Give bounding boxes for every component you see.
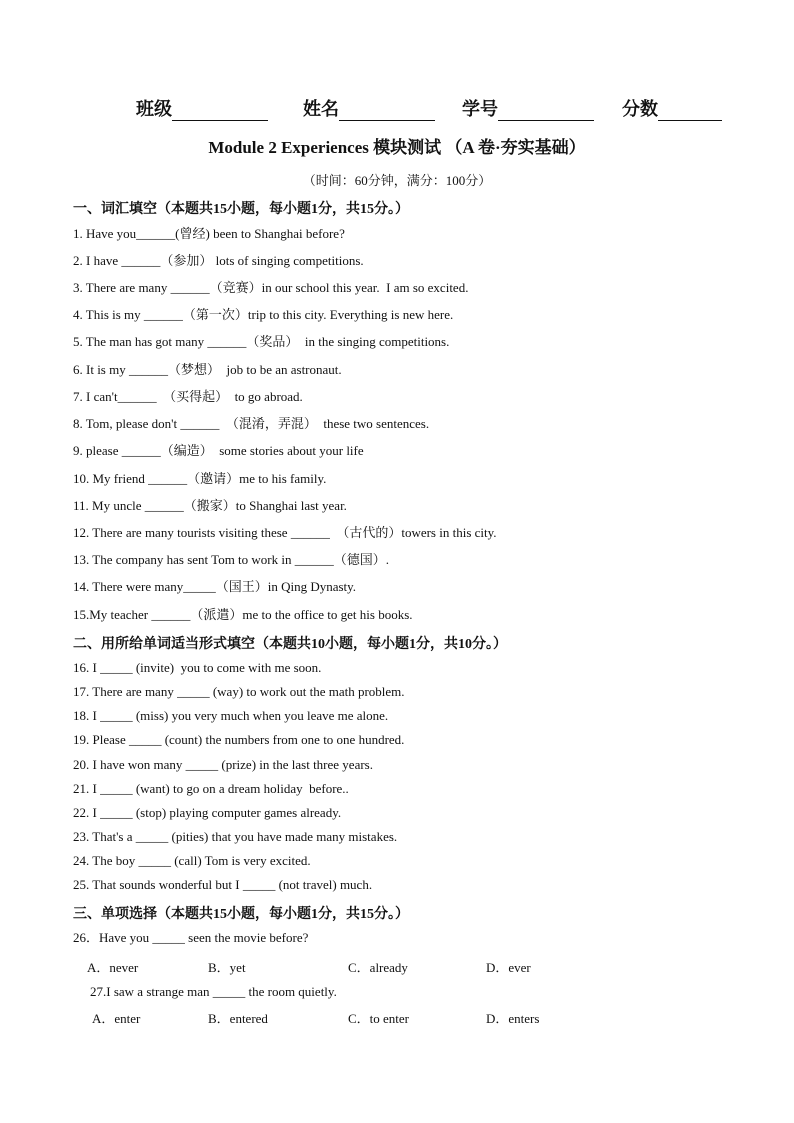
name-field: [303, 95, 435, 121]
choice-option-d: D．enters: [486, 1011, 540, 1026]
choice-option-d: D．ever: [486, 960, 531, 975]
student-number-field: [462, 95, 594, 121]
question-item: 16. I _____ (invite) you to come with me soon.: [73, 660, 322, 675]
question-item: 9. please ______（编造） some stories about your life: [73, 443, 364, 458]
question-item: 13. The company has sent Tom to work in ______（德国）.: [73, 552, 389, 567]
choice-option-b: B．yet: [208, 960, 246, 975]
class-label: 班级: [136, 99, 172, 119]
score-field: [622, 95, 722, 121]
question-item: 1. Have you______(曾经) been to Shanghai before?: [73, 226, 345, 241]
name-blank[interactable]: [339, 101, 435, 121]
question-item: 7. I can't______ （买得起） to go abroad.: [73, 389, 303, 404]
question-item: 24. The boy _____ (call) Tom is very excited.: [73, 853, 311, 868]
section-heading-word-forms: 二、用所给单词适当形式填空（本题共10小题，每小题1分，共10分。）: [73, 637, 507, 652]
question-item: 6. It is my ______（梦想） job to be an astronaut.: [73, 362, 342, 377]
class-field: [136, 95, 268, 121]
choice-option-a: A．never: [87, 960, 139, 975]
question-item: 15.My teacher ______（派遣）me to the office to get his books.: [73, 607, 413, 622]
section-heading-vocabulary: 一、词汇填空（本题共15小题，每小题1分，共15分。）: [73, 202, 409, 217]
question-item: 18. I _____ (miss) you very much when you leave me alone.: [73, 708, 389, 723]
name-label: 姓名: [303, 99, 339, 119]
question-item: 5. The man has got many ______（奖品） in the singing competitions.: [73, 334, 450, 349]
question-item: 12. There are many tourists visiting these ______ （古代的）towers in this city.: [73, 525, 497, 540]
choice-option-c: C．to enter: [348, 1011, 410, 1026]
choice-option-b: B．entered: [208, 1011, 268, 1026]
question-item: 11. My uncle ______（搬家）to Shanghai last year.: [73, 498, 347, 513]
student-number-blank[interactable]: [498, 101, 594, 121]
question-item: 8. Tom, please don't ______ （混淆，弄混） these two sentences.: [73, 416, 430, 431]
student-number-label: 学号: [462, 99, 498, 119]
section-heading-multiple-choice: 三、单项选择（本题共15小题，每小题1分，共15分。）: [73, 907, 409, 922]
question-item: 23. That's a _____ (pities) that you have made many mistakes.: [73, 829, 398, 844]
question-item: 21. I _____ (want) to go on a dream holiday before..: [73, 781, 349, 796]
class-blank[interactable]: [172, 101, 268, 121]
question-item: 4. This is my ______（第一次）trip to this city. Everything is new here.: [73, 307, 454, 322]
question-item: 27.I saw a strange man _____ the room quietly.: [90, 984, 337, 999]
student-info-row: [136, 95, 736, 121]
question-item: 20. I have won many _____ (prize) in the last three years.: [73, 757, 373, 772]
question-item: 3. There are many ______（竞赛）in our school this year. I am so excited.: [73, 280, 469, 295]
question-item: 14. There were many_____（国王）in Qing Dynasty.: [73, 579, 357, 594]
question-item: 22. I _____ (stop) playing computer games already.: [73, 805, 342, 820]
question-item: 25. That sounds wonderful but I _____ (not travel) much.: [73, 877, 373, 892]
choice-option-a: A．enter: [92, 1011, 141, 1026]
question-item: 19. Please _____ (count) the numbers from one to one hundred.: [73, 732, 405, 747]
page-subtitle: （时间：60分钟，满分：100分）: [302, 173, 492, 188]
question-item: 10. My friend ______（邀请）me to his family.: [73, 471, 327, 486]
question-item: 26．Have you _____ seen the movie before?: [73, 930, 309, 945]
question-item: 17. There are many _____ (way) to work out the math problem.: [73, 684, 405, 699]
score-label: 分数: [622, 99, 658, 119]
choice-option-c: C．already: [348, 960, 408, 975]
page-title: Module 2 Experiences 模块测试 （A 卷·夯实基础）: [208, 138, 586, 157]
score-blank[interactable]: [658, 101, 722, 121]
question-item: 2. I have ______（参加） lots of singing competitions.: [73, 253, 364, 268]
